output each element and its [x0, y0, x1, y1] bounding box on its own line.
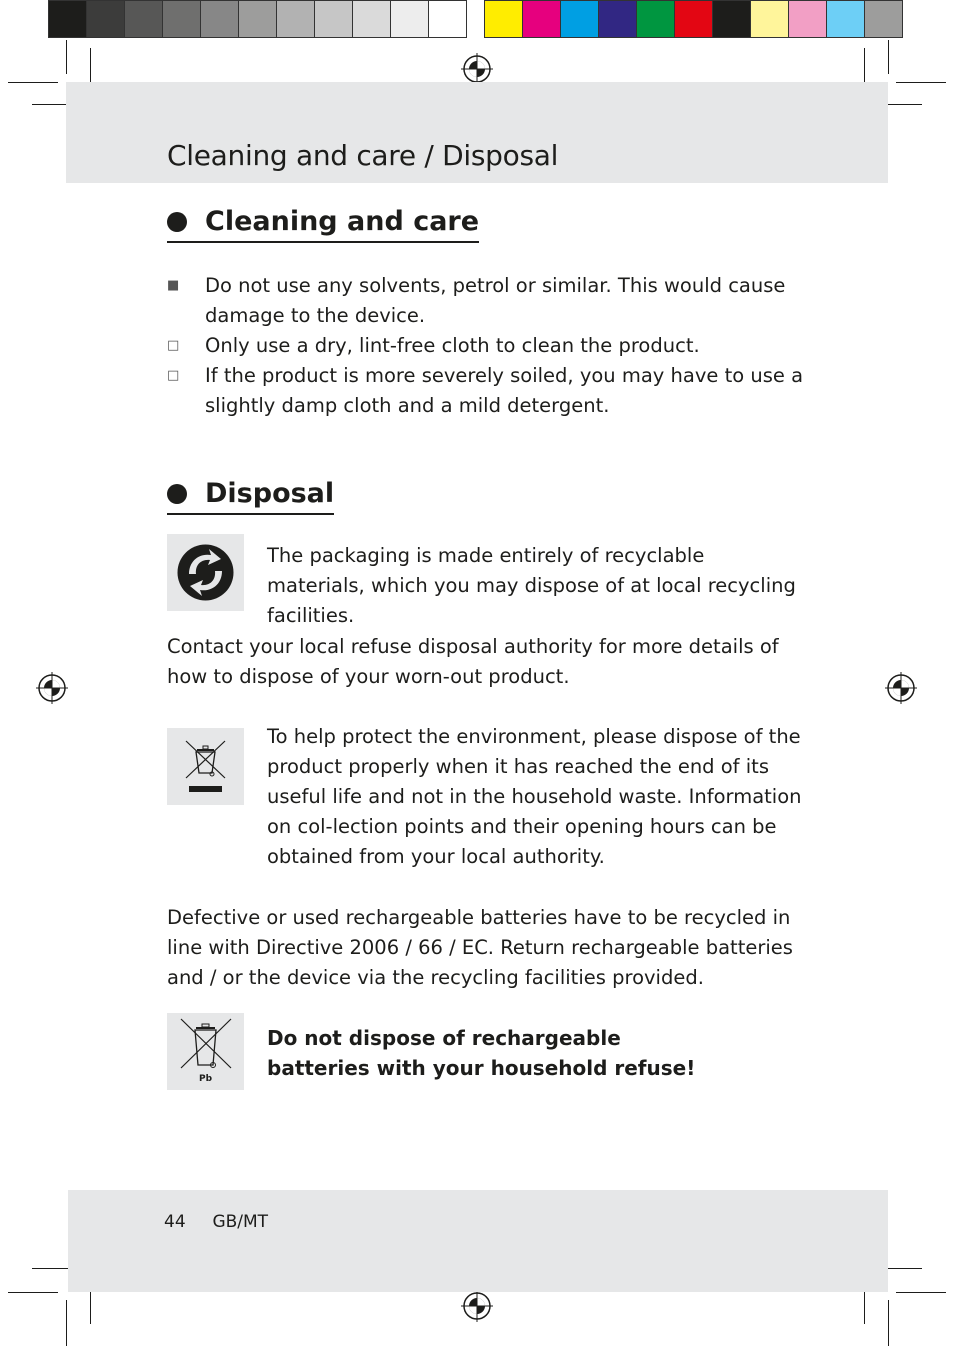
page-number: 44: [164, 1212, 186, 1232]
battery-text: Defective or used rechargeable batteries have to be recycled in line with Directive 2006 / 66 / EC. Return rechargeable batteries and / or the device via the recycling facilities provided.: [167, 906, 793, 989]
color-swatch: [712, 0, 751, 38]
registration-mark-bottom: [461, 1290, 493, 1322]
crop-mark: [888, 1300, 889, 1346]
checkbox-bullet-icon: □: [167, 338, 180, 353]
color-swatch: [750, 0, 789, 38]
contact-text: Contact your local refuse disposal authority for more details of how to dispose of your worn-out product.: [167, 635, 779, 688]
crop-mark: [32, 1268, 72, 1269]
cleaning-heading-text: Cleaning and care: [205, 206, 480, 237]
crop-mark: [66, 1300, 67, 1346]
color-swatch: [276, 0, 315, 38]
heading-bullet-icon: [167, 484, 187, 504]
color-swatch: [788, 0, 827, 38]
crop-mark: [882, 1268, 922, 1269]
grayscale-calibration-bar: [48, 0, 466, 40]
color-swatch: [522, 0, 561, 38]
color-swatch: [428, 0, 467, 38]
color-swatch: [124, 0, 163, 38]
page-title: Cleaning and care / Disposal: [167, 139, 559, 172]
crop-mark: [8, 1292, 58, 1293]
color-swatch: [352, 0, 391, 38]
cleaning-heading: [167, 206, 479, 243]
battery-warning-line2: batteries with your household refuse!: [267, 1056, 696, 1080]
battery-warning-line1: Do not dispose of rechargeable: [267, 1026, 621, 1050]
color-calibration-bar: [484, 0, 902, 40]
color-swatch: [636, 0, 675, 38]
environment-text: To help protect the environment, please dispose of the product properly when it has reached the end of its useful life and not in the household waste. Information on col-lection points and their opening hours can be obtained from your local authority.: [267, 725, 802, 868]
registration-mark-right: [885, 672, 917, 704]
color-swatch: [826, 0, 865, 38]
crop-mark: [896, 82, 946, 83]
pb-label: Pb: [199, 1074, 213, 1084]
heading-bullet-icon: [167, 212, 187, 232]
color-swatch: [674, 0, 713, 38]
crop-mark: [888, 40, 889, 74]
cleaning-item: □ If the product is more severely soiled, you may have to use a slightly damp cloth and a mild detergent.: [167, 361, 807, 421]
cleaning-item: □ Only use a dry, lint-free cloth to clean the product.: [167, 331, 807, 361]
color-swatch: [484, 0, 523, 38]
registration-mark-left: [36, 672, 68, 704]
color-swatch: [200, 0, 239, 38]
color-swatch: [560, 0, 599, 38]
registration-mark-top: [461, 53, 493, 85]
color-swatch: [598, 0, 637, 38]
crop-mark: [882, 104, 922, 105]
cleaning-item: ■ Do not use any solvents, petrol or similar. This would cause damage to the device.: [167, 271, 807, 331]
crop-mark: [66, 40, 67, 74]
color-swatch: [864, 0, 903, 38]
crop-mark: [896, 1292, 946, 1293]
color-swatch: [86, 0, 125, 38]
color-swatch: [314, 0, 353, 38]
filled-square-bullet-icon: ■: [167, 278, 180, 293]
checkbox-bullet-icon: □: [167, 368, 180, 383]
color-swatch: [238, 0, 277, 38]
battery-bin-pb-icon: [167, 1013, 244, 1090]
weee-bin-icon: [167, 728, 244, 805]
packaging-text: The packaging is made entirely of recyclable materials, which you may dispose of at local recycling facilities.: [267, 544, 796, 627]
footer-band: [68, 1190, 888, 1292]
color-swatch: [162, 0, 201, 38]
crop-mark: [8, 82, 58, 83]
locale-label: GB/MT: [212, 1212, 269, 1232]
recycling-icon: [167, 534, 244, 611]
footer: [164, 1212, 268, 1232]
color-swatch: [390, 0, 429, 38]
disposal-heading: [167, 478, 334, 515]
disposal-heading-text: Disposal: [205, 478, 335, 509]
color-swatch: [48, 0, 87, 38]
